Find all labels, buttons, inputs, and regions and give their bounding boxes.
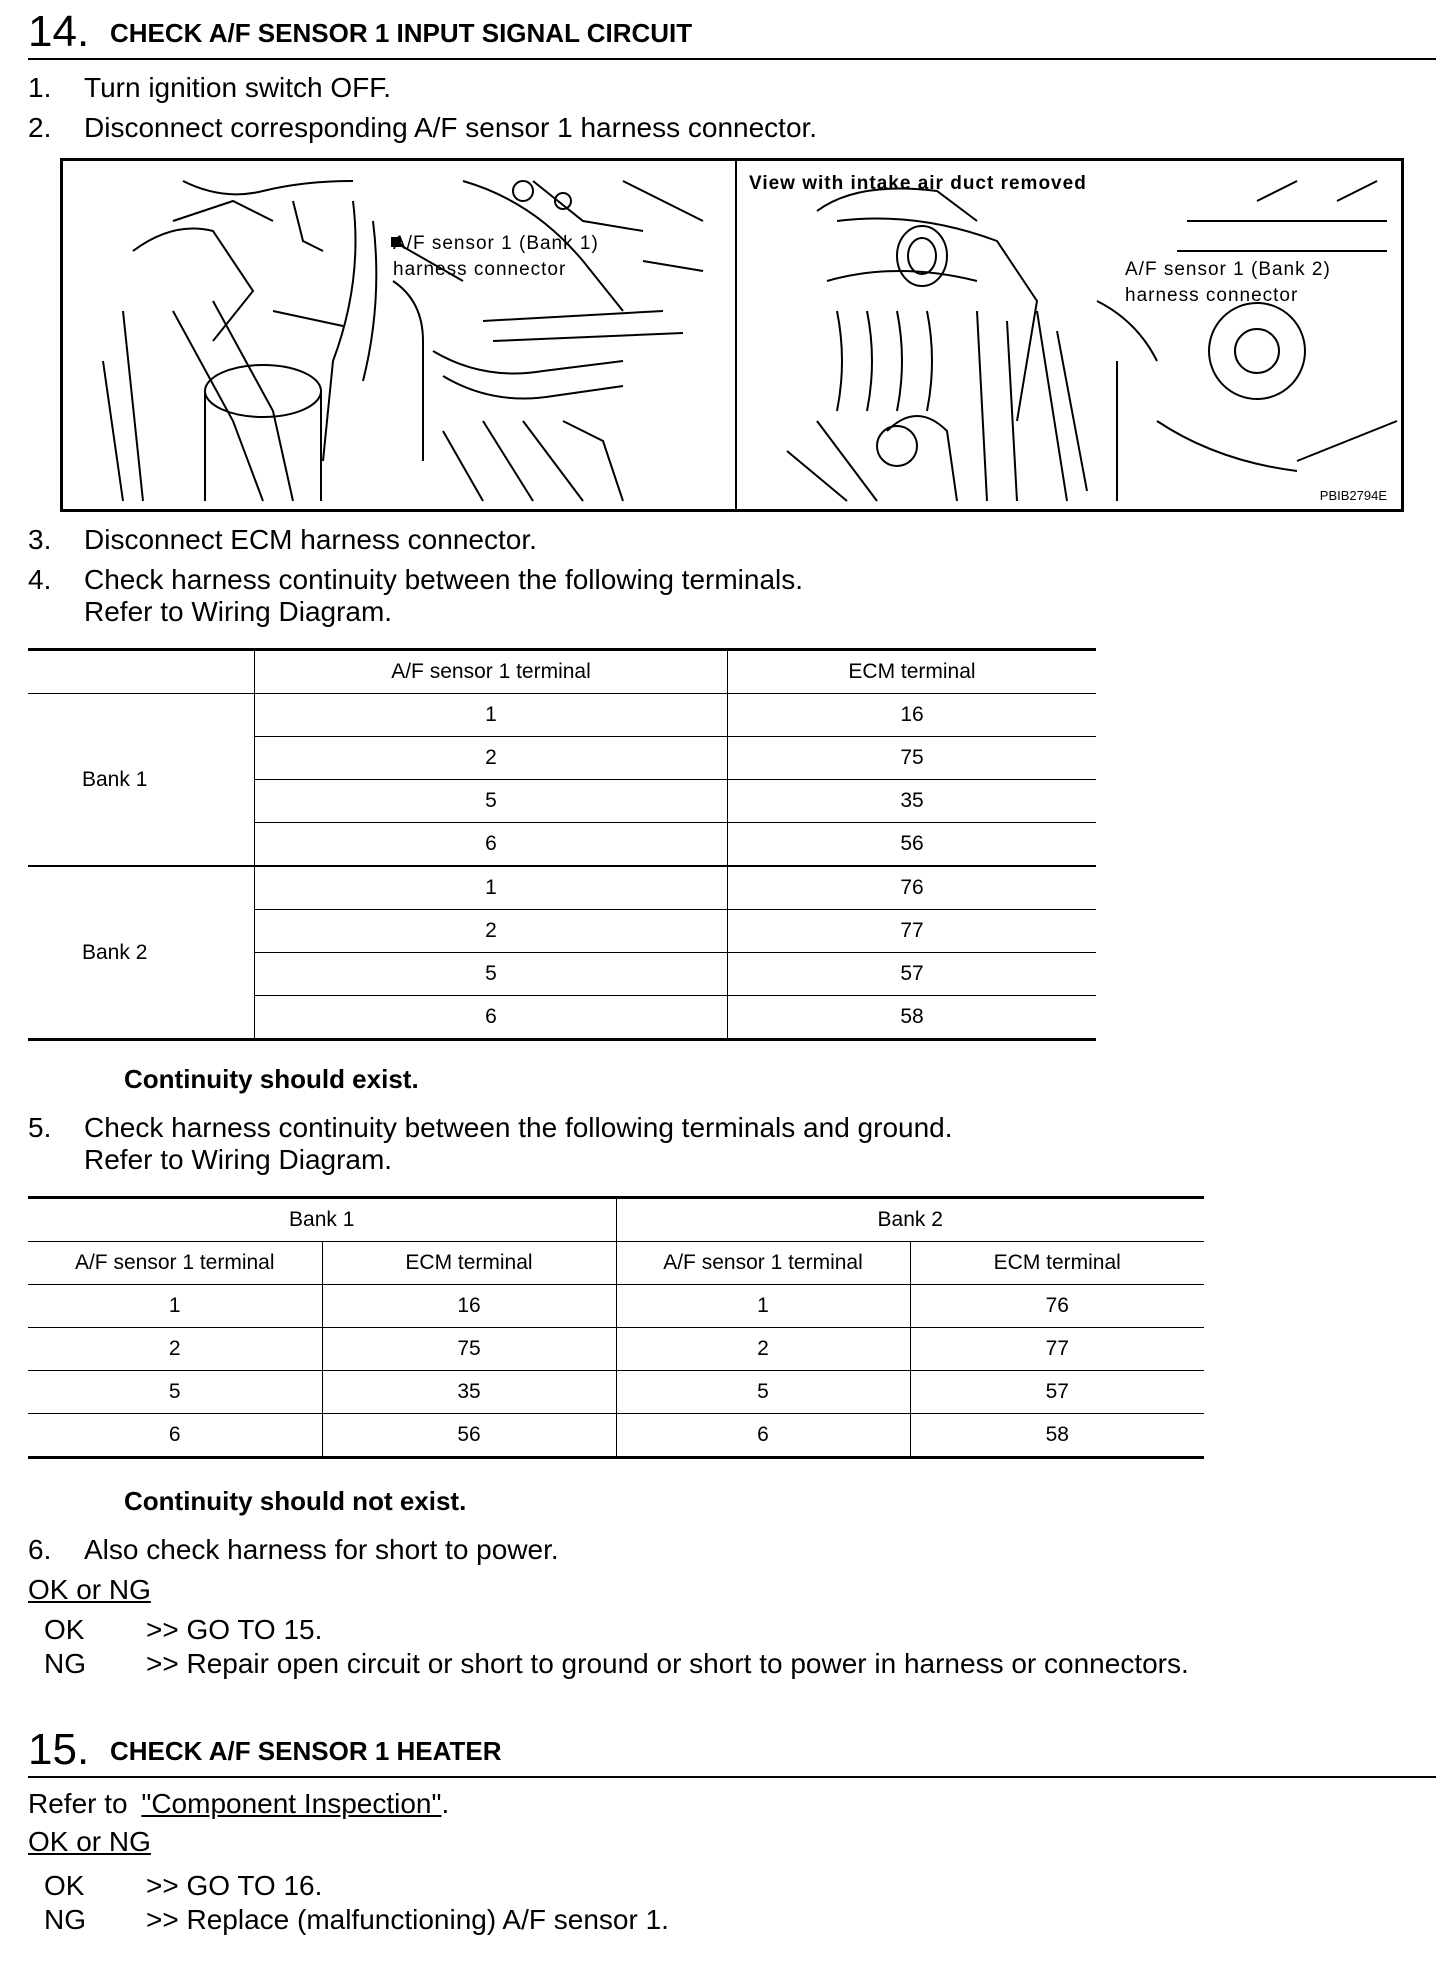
section-15-heading [28, 1724, 1436, 1778]
bank1-label-line2: harness connector [393, 259, 567, 280]
table-header-cell: ECM terminal [322, 1242, 616, 1285]
section-15-title: CHECK A/F SENSOR 1 HEATER [110, 1736, 502, 1766]
step-subtext: Refer to Wiring Diagram. [84, 1144, 393, 1175]
ng-action-15: >> Replace (malfunctioning) A/F sensor 1. [146, 1904, 669, 1935]
table-cell: 75 [728, 737, 1097, 780]
section-14-number: 14. [28, 7, 90, 56]
bank-label: Bank 1 [28, 694, 255, 867]
step-text: Disconnect ECM harness connector. [84, 524, 537, 555]
component-inspection-link[interactable]: "Component Inspection" [141, 1788, 442, 1819]
step-number: 4. [28, 564, 52, 595]
ground-continuity-table [28, 1196, 1204, 1459]
step-text: Turn ignition switch OFF. [84, 72, 392, 103]
step-number: 3. [28, 524, 52, 555]
continuity-not-exist-note: Continuity should not exist. [124, 1486, 467, 1516]
table-row [28, 866, 1096, 910]
bank-label: Bank 2 [28, 866, 255, 1040]
table-cell: 57 [910, 1371, 1204, 1414]
table-header-cell: Bank 1 [28, 1198, 616, 1242]
table-cell: 2 [616, 1328, 910, 1371]
refer-prefix: Refer to [28, 1788, 128, 1819]
bank2-label-line2: harness connector [1125, 285, 1299, 306]
step-text: Also check harness for short to power. [84, 1534, 559, 1565]
continuity-table-terminals [28, 648, 1096, 1041]
ok-label-15: OK [44, 1870, 85, 1901]
table-cell: 77 [910, 1328, 1204, 1371]
table-cell: 2 [255, 737, 728, 780]
ng-label-15: NG [44, 1904, 86, 1935]
engine-figure [60, 158, 1404, 512]
table-cell: 1 [28, 1285, 322, 1328]
ok-action-14: >> GO TO 15. [146, 1614, 323, 1645]
table-header-cell: ECM terminal [910, 1242, 1204, 1285]
table-bank-header-row [28, 1198, 1204, 1242]
ng-action-14: >> Repair open circuit or short to ground or short to power in harness or connectors. [146, 1648, 1189, 1679]
step-subtext: Refer to Wiring Diagram. [84, 596, 393, 627]
refer-line [28, 1788, 449, 1820]
table-header-cell: A/F sensor 1 terminal [616, 1242, 910, 1285]
table-cell: 77 [728, 910, 1097, 953]
table-cell: 6 [616, 1414, 910, 1458]
table-header-row [28, 1242, 1204, 1285]
table-row [28, 1285, 1204, 1328]
table-cell: 1 [255, 694, 728, 737]
table-cell: 5 [28, 1371, 322, 1414]
step-number: 6. [28, 1534, 52, 1565]
table-cell: 57 [728, 953, 1097, 996]
table-cell: 2 [28, 1328, 322, 1371]
table-cell: 16 [322, 1285, 616, 1328]
table-cell: 58 [1045, 1423, 1069, 1446]
table-cell: 56 [322, 1414, 616, 1458]
table-cell: 5 [616, 1371, 910, 1414]
step-number: 2. [28, 112, 52, 143]
step-number: 1. [28, 72, 52, 103]
table-cell: 58 [900, 1005, 924, 1028]
ng-label-14: NG [44, 1648, 86, 1679]
ok-label-14: OK [44, 1614, 85, 1645]
refer-suffix: . [441, 1788, 450, 1819]
ok-ng-heading-15: OK or NG [28, 1826, 151, 1857]
bank1-engine-illustration [63, 161, 735, 509]
table-header-cell [28, 650, 255, 694]
figure-id: PBIB2794E [1319, 488, 1387, 503]
table-cell: 1 [255, 866, 728, 910]
bank2-label-line1: A/F sensor 1 (Bank 2) [1125, 259, 1331, 280]
table-cell: 76 [728, 866, 1097, 910]
table-cell: 5 [255, 953, 728, 996]
table-header-cell: ECM terminal [728, 650, 1097, 694]
bank2-caption: View with intake air duct removed [749, 173, 1087, 194]
table-cell: 75 [322, 1328, 616, 1371]
ok-action-15: >> GO TO 16. [146, 1870, 323, 1901]
section-14-heading [28, 6, 1436, 60]
step-number: 5. [28, 1112, 52, 1143]
table-header-cell: A/F sensor 1 terminal [255, 650, 728, 694]
table-cell: 1 [616, 1285, 910, 1328]
ok-ng-heading-14: OK or NG [28, 1574, 151, 1605]
table-cell: 35 [322, 1371, 616, 1414]
table-row [28, 1328, 1204, 1371]
table-header-cell: A/F sensor 1 terminal [28, 1242, 322, 1285]
bank2-engine-illustration [737, 161, 1401, 509]
step-text: Check harness continuity between the following terminals. [84, 564, 804, 595]
table-header-cell: Bank 2 [616, 1198, 1204, 1242]
table-cell: 35 [728, 780, 1097, 823]
table-cell: 6 [28, 1414, 322, 1458]
continuity-exist-note: Continuity should exist. [124, 1064, 419, 1094]
table-cell: 2 [255, 910, 728, 953]
section-14-title: CHECK A/F SENSOR 1 INPUT SIGNAL CIRCUIT [110, 18, 693, 48]
table-cell: 76 [910, 1285, 1204, 1328]
table-row [28, 694, 1096, 737]
table-row [28, 1414, 1204, 1458]
table-cell: 6 [255, 823, 728, 867]
table-cell: 5 [255, 780, 728, 823]
table-row [28, 1371, 1204, 1414]
table-cell: 56 [728, 823, 1097, 867]
table-header-row [28, 650, 1096, 694]
bank1-label-line1: A/F sensor 1 (Bank 1) [393, 233, 599, 254]
step-text: Check harness continuity between the following terminals and ground. [84, 1112, 953, 1143]
step-text: Disconnect corresponding A/F sensor 1 harness connector. [84, 112, 818, 143]
table-cell: 16 [728, 694, 1097, 737]
table-cell: 6 [255, 996, 728, 1040]
section-15-number: 15. [28, 1725, 90, 1774]
